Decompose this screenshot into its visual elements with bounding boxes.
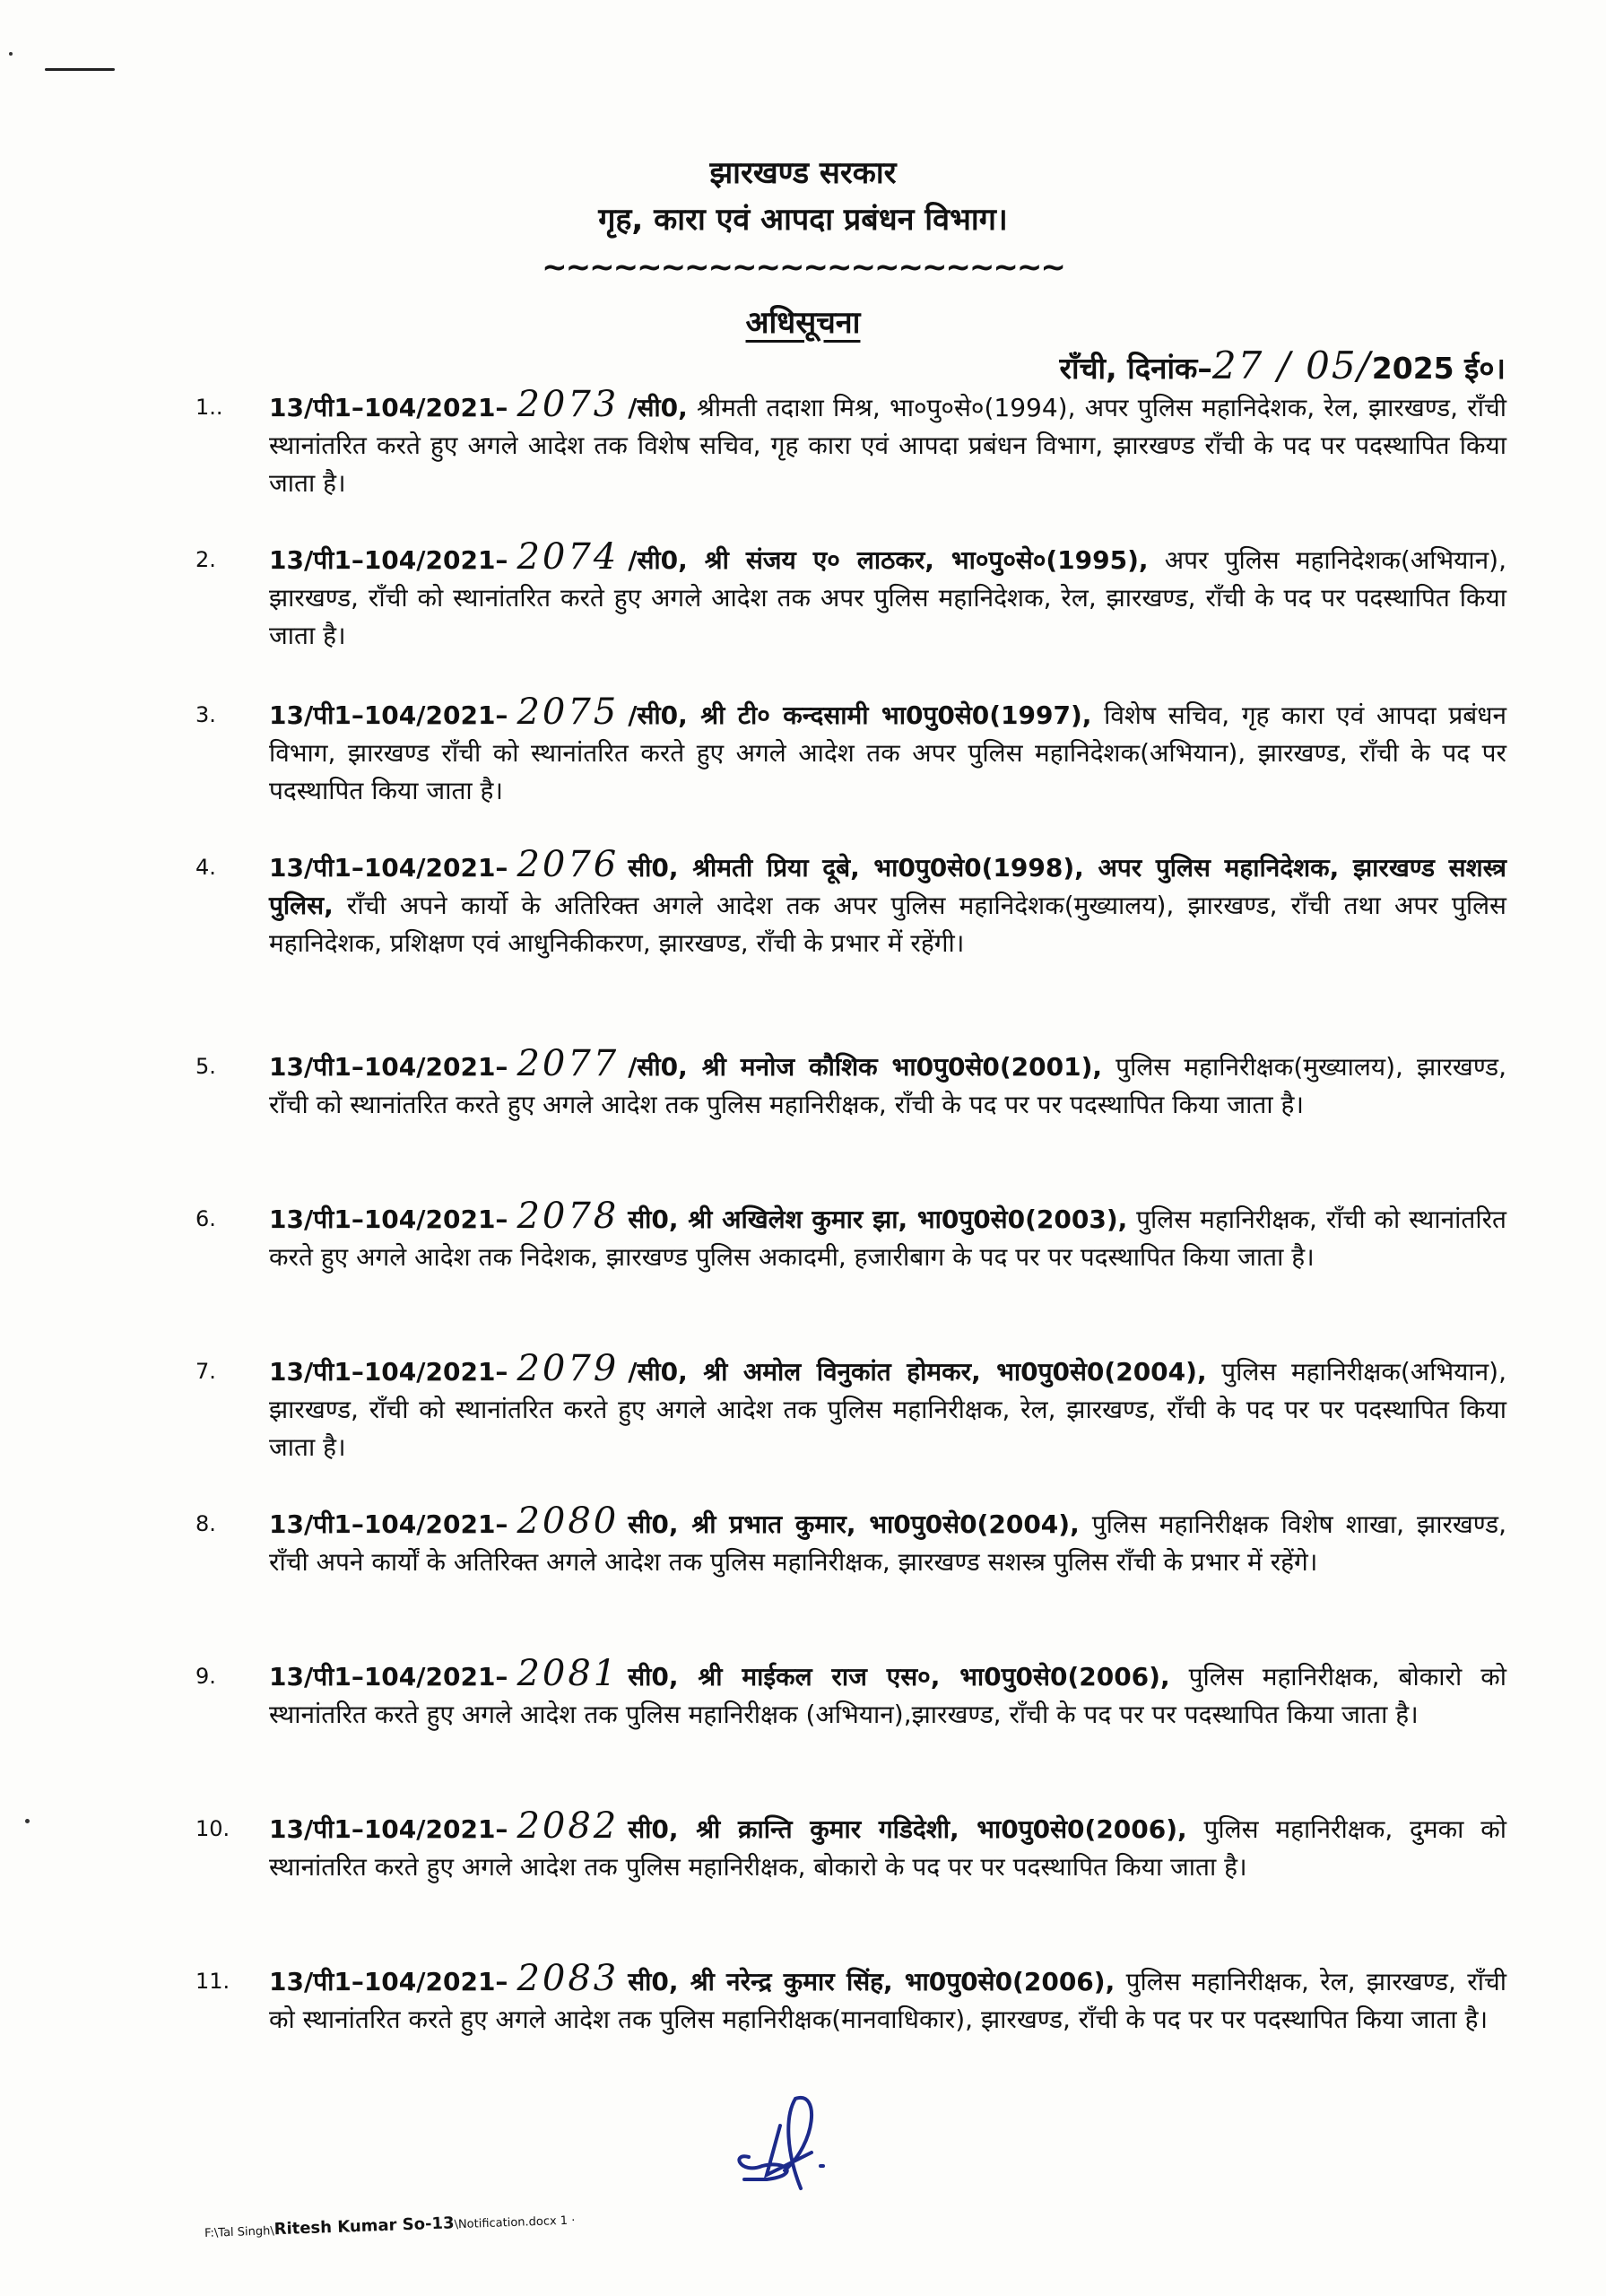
officer-name: श्री माईकल राज एस०, भा0पु0से0(2006), <box>678 1662 1170 1692</box>
item-number: 11. <box>195 1969 230 1994</box>
handwritten-number: 2076 <box>517 844 620 885</box>
reference-suffix: /सी0, <box>628 393 688 422</box>
item-text <box>269 1655 1506 1734</box>
reference-number: 13/पी1–104/2021– <box>269 545 508 575</box>
item-number: 1.. <box>195 395 223 420</box>
separator-line: ~~~~~~~~~~~~~~~~~~~~~~ <box>542 249 1064 285</box>
margin-pen-mark <box>45 68 115 71</box>
handwritten-number: 2073 <box>517 384 620 425</box>
reference-number: 13/पी1–104/2021– <box>269 1052 508 1082</box>
handwritten-number: 2078 <box>517 1196 620 1237</box>
officer-name: श्री अमोल विनुकांत होमकर, भा0पु0से0(2004), <box>687 1357 1207 1387</box>
posting-details: पुलिस महानिरीक्षक(अभियान), झारखण्ड, राँची को स्थानांतरित करते हुए अगले आदेश तक पुलिस महानिरीक्षक, रेल, झारखण्ड, राँची के पद पर पर पदस्थापित किया जाता है। <box>269 1357 1506 1462</box>
department-name: गृह, कारा एवं आपदा प्रबंधन विभाग। <box>598 202 1008 238</box>
reference-suffix: /सी0, <box>628 1357 688 1387</box>
reference-suffix: सी0, <box>628 1967 679 1996</box>
reference-number: 13/पी1–104/2021– <box>269 1357 508 1387</box>
item-text <box>269 693 1506 810</box>
date-prefix: राँची, दिनांक– <box>1059 351 1212 386</box>
reference-suffix: सी0, <box>628 853 679 883</box>
posting-details: पुलिस महानिरीक्षक, रेल, झारखण्ड, राँची को स्थानांतरित करते हुए अगले आदेश तक पुलिस महानिरीक्षक(मानवाधिकार), झारखण्ड, राँची के पद पर पर पदस्थापित किया जाता है। <box>269 1967 1506 2034</box>
posting-details: राँची अपने कार्यो के अतिरिक्त अगले आदेश तक अपर पुलिस महानिदेशक(मुख्यालय), झारखण्ड, राँची तथा अपर पुलिस महानिदेशक, प्रशिक्षण एवं आधुनिकीकरण, झारखण्ड, राँची के प्रभार में रहेंगी। <box>269 891 1506 958</box>
reference-number: 13/पी1–104/2021– <box>269 1967 508 1996</box>
officer-name: श्रीमती प्रिया दूबे, भा0पु0से0(1998), अपर पुलिस महानिदेशक, झारखण्ड सशस्त्र पुलिस, <box>269 853 1506 920</box>
item-number: 7. <box>195 1359 216 1384</box>
reference-suffix: /सी0, <box>628 1052 688 1082</box>
posting-details: श्रीमती तदाशा मिश्र, भा०पु०से०(1994), अपर पुलिस महानिदेशक, रेल, झारखण्ड, राँची स्थानांतरित करते हुए अगले आदेश तक विशेष सचिव, गृह कारा एवं आपदा प्रबंधन विभाग, झारखण्ड राँची के पद पर पदस्थापित किया जाता है। <box>269 393 1506 498</box>
footer-path-bold: Ritesh Kumar So-13 <box>273 2213 455 2239</box>
handwritten-number: 2077 <box>517 1043 620 1084</box>
reference-suffix: /सी0, <box>628 700 688 730</box>
reference-suffix: सी0, <box>628 1662 679 1692</box>
file-path-footer <box>204 2210 576 2241</box>
officer-name: श्री अखिलेश कुमार झा, भा0पु0से0(2003), <box>678 1205 1128 1234</box>
reference-suffix: सी0, <box>628 1814 679 1844</box>
item-text <box>269 1350 1506 1466</box>
handwritten-number: 2079 <box>517 1348 620 1389</box>
item-number: 4. <box>195 855 216 880</box>
signature <box>731 2090 856 2197</box>
item-text <box>269 1960 1506 2039</box>
posting-details: पुलिस महानिरीक्षक, राँची को स्थानांतरित करते हुए अगले आदेश तक निदेशक, झारखण्ड पुलिस अकादमी, हजारीबाग के पद पर पर पदस्थापित किया जाता है। <box>269 1205 1506 1272</box>
item-number: 6. <box>195 1206 216 1231</box>
officer-name: श्री संजय ए० लाठकर, भा०पु०से०(1995), <box>687 545 1149 575</box>
officer-name: श्री प्रभात कुमार, भा0पु0से0(2004), <box>678 1509 1080 1539</box>
handwritten-number: 2081 <box>517 1653 620 1694</box>
item-number: 8. <box>195 1511 216 1536</box>
officer-name: श्री मनोज कौशिक भा0पु0से0(2001), <box>687 1052 1103 1082</box>
reference-number: 13/पी1–104/2021– <box>269 1662 508 1692</box>
notification-title: अधिसूचना <box>745 305 861 341</box>
handwritten-number: 2080 <box>517 1500 620 1542</box>
reference-suffix: /सी0, <box>628 545 688 575</box>
notification-title-wrap <box>0 300 1606 342</box>
government-name: झारखण्ड सरकार <box>709 155 897 191</box>
reference-number: 13/पी1–104/2021– <box>269 1509 508 1539</box>
footer-path-end: \Notification.docx 1 · <box>454 2213 576 2232</box>
item-number: 9. <box>195 1664 216 1689</box>
date-line <box>1060 344 1506 387</box>
posting-details: पुलिस महानिरीक्षक, बोकारो को स्थानांतरित करते हुए अगले आदेश तक पुलिस महानिरीक्षक (अभियान),झारखण्ड, राँची के पद पर पर पदस्थापित किया जाता है। <box>269 1662 1507 1729</box>
reference-number: 13/पी1–104/2021– <box>269 700 508 730</box>
speck <box>9 52 13 56</box>
item-text <box>269 1197 1506 1276</box>
reference-number: 13/पी1–104/2021– <box>269 853 508 883</box>
posting-details: पुलिस महानिरीक्षक विशेष शाखा, झारखण्ड, राँची अपने कार्यों के अतिरिक्त अगले आदेश तक पुलिस महानिरीक्षक, झारखण्ड सशस्त्र पुलिस राँची के प्रभार में रहेंगे। <box>269 1509 1506 1577</box>
reference-suffix: सी0, <box>628 1509 679 1539</box>
item-text <box>269 846 1506 962</box>
handwritten-number: 2083 <box>517 1958 620 1999</box>
reference-number: 13/पी1–104/2021– <box>269 1814 508 1844</box>
signature-stroke <box>739 2098 823 2188</box>
date-handwritten: 27 / 05/ <box>1211 344 1372 387</box>
speck <box>25 1819 30 1823</box>
reference-suffix: सी0, <box>628 1205 679 1234</box>
handwritten-number: 2082 <box>517 1805 620 1847</box>
reference-number: 13/पी1–104/2021– <box>269 393 508 422</box>
officer-name: श्री टी० कन्दसामी भा0पु0से0(1997), <box>687 700 1092 730</box>
item-text <box>269 538 1506 655</box>
item-text <box>269 1502 1506 1581</box>
footer-path-start: F:\Tal Singh\ <box>204 2224 274 2240</box>
date-suffix: 2025 ई०। <box>1371 351 1506 386</box>
item-number: 5. <box>195 1054 216 1079</box>
officer-name: श्री क्रान्ति कुमार गडिदेशी, भा0पु0से0(2006), <box>678 1814 1187 1844</box>
handwritten-number: 2075 <box>517 691 620 733</box>
item-text <box>269 1807 1506 1886</box>
officer-name: श्री नरेन्द्र कुमार सिंह, भा0पु0से0(2006), <box>678 1967 1116 1996</box>
posting-details: पुलिस महानिरीक्षक(मुख्यालय), झारखण्ड, राँची को स्थानांतरित करते हुए अगले आदेश तक पुलिस महानिरीक्षक, राँची के पद पर पर पदस्थापित किया जाता है। <box>269 1052 1506 1119</box>
posting-details: विशेष सचिव, गृह कारा एवं आपदा प्रबंधन विभाग, झारखण्ड राँची को स्थानांतरित करते हुए अगले आदेश तक अपर पुलिस महानिदेशक(अभियान), झारखण्ड, राँची के पद पर पदस्थापित किया जाता है। <box>269 700 1506 805</box>
item-text <box>269 386 1506 502</box>
item-text <box>269 1045 1506 1124</box>
item-number: 10. <box>195 1816 230 1841</box>
item-number: 3. <box>195 702 216 727</box>
handwritten-number: 2074 <box>517 536 620 578</box>
posting-details: पुलिस महानिरीक्षक, दुमका को स्थानांतरित करते हुए अगले आदेश तक पुलिस महानिरीक्षक, बोकारो के पद पर पर पदस्थापित किया जाता है। <box>269 1814 1507 1882</box>
posting-details: अपर पुलिस महानिदेशक(अभियान), झारखण्ड, राँची को स्थानांतरित करते हुए अगले आदेश तक अपर पुलिस महानिदेशक, रेल, झारखण्ड, राँची के पद पर पदस्थापित किया जाता है। <box>269 545 1506 650</box>
item-number: 2. <box>195 547 216 572</box>
reference-number: 13/पी1–104/2021– <box>269 1205 508 1234</box>
